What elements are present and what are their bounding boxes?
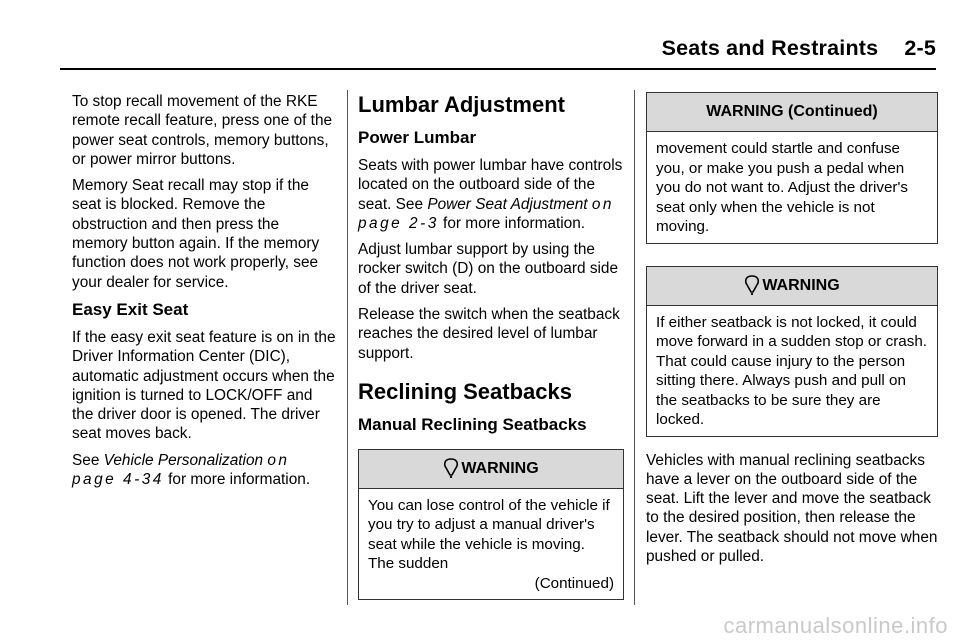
page-number: 2-5: [904, 36, 936, 60]
continued-label: (Continued): [534, 574, 614, 592]
warning-exclamation-icon: [443, 455, 459, 493]
reference-tail: for more information.: [168, 471, 311, 489]
section-heading-reclining: Reclining Seatbacks: [358, 378, 572, 404]
paragraph: [358, 156, 624, 233]
watermark: carmanualsonline.info: [723, 613, 948, 638]
subheading-power-lumbar: Power Lumbar: [358, 128, 477, 147]
paragraph: Release the switch when the seatback reaches the desired level of lumbar support.: [358, 306, 620, 362]
header-title: [662, 36, 936, 61]
column-divider: [347, 90, 348, 605]
warning-header: [647, 267, 937, 306]
text: Seats with power lumbar have controls located on the outboard side of the seat. See: [358, 157, 623, 213]
text: for more information.: [443, 214, 586, 232]
page-header: [60, 36, 936, 72]
paragraph: Vehicles with manual reclining seatbacks have a lever on the outboard side of the seat. Lift the lever and move the seatback to the desired position, then release the lever. The seatback should not move when pushed or pulled.: [646, 451, 938, 565]
paragraph: Memory Seat recall may stop if the seat is blocked. Remove the obstruction and then press the memory button again. If the memory function does not work properly, see your dealer for service.: [72, 177, 320, 291]
header-rule: [60, 68, 936, 70]
page-reference[interactable]: on page 4-34: [72, 451, 290, 489]
warning-label: WARNING: [461, 459, 539, 477]
subheading-manual-reclining: Manual Reclining Seatbacks: [358, 414, 587, 434]
paragraph: To stop recall movement of the RKE remote recall feature, press one of the power seat controls, memory buttons, or power mirror buttons.: [72, 93, 333, 168]
cross-reference-link[interactable]: Power Seat Adjustment: [427, 195, 588, 213]
warning-continued-box: [646, 92, 938, 244]
column-1: [72, 92, 338, 496]
warning-continued-header: WARNING (Continued): [647, 93, 937, 132]
warning-continued-body: movement could startle and confuse you, or make you push a pedal when you do not want to. Adjust the driver's seat only when the vehicle is not moving.: [656, 140, 908, 235]
warning-exclamation-icon: [744, 272, 760, 310]
warning-box: [358, 449, 624, 601]
warning-body: [359, 489, 623, 600]
warning-body: If either seatback is not locked, it could move forward in a sudden stop or crash. That could cause injury to the person sitting there. Always push and pull on the seatbacks to be sure they are locked.: [656, 313, 927, 428]
paragraph-see-reference: [72, 451, 338, 490]
see-text: See: [72, 451, 100, 469]
section-title: Seats and Restraints: [661, 36, 879, 60]
warning-box-seatback: [646, 266, 938, 437]
cross-reference-link[interactable]: Vehicle Personalization: [103, 451, 264, 469]
column-2: [358, 92, 624, 600]
paragraph: Adjust lumbar support by using the rocker switch (D) on the outboard side of the driver seat.: [358, 241, 619, 297]
section-heading-easy-exit: Easy Exit Seat: [72, 299, 189, 319]
paragraph: If the easy exit seat feature is on in the Driver Information Center (DIC), automatic adjustment occurs when the ignition is turned to LOCK/OFF and the driver door is opened. The driver seat moves back.: [72, 328, 336, 443]
warning-label: WARNING: [762, 276, 840, 294]
page-reference[interactable]: on page 2-3: [358, 195, 614, 232]
column-3: [646, 92, 938, 573]
warning-header: [359, 450, 623, 489]
section-heading-lumbar: Lumbar Adjustment: [358, 92, 565, 117]
column-divider: [634, 90, 635, 605]
warning-text: You can lose control of the vehicle if you try to adjust a manual driver's seat while the vehicle is moving. The sudden: [368, 496, 610, 573]
